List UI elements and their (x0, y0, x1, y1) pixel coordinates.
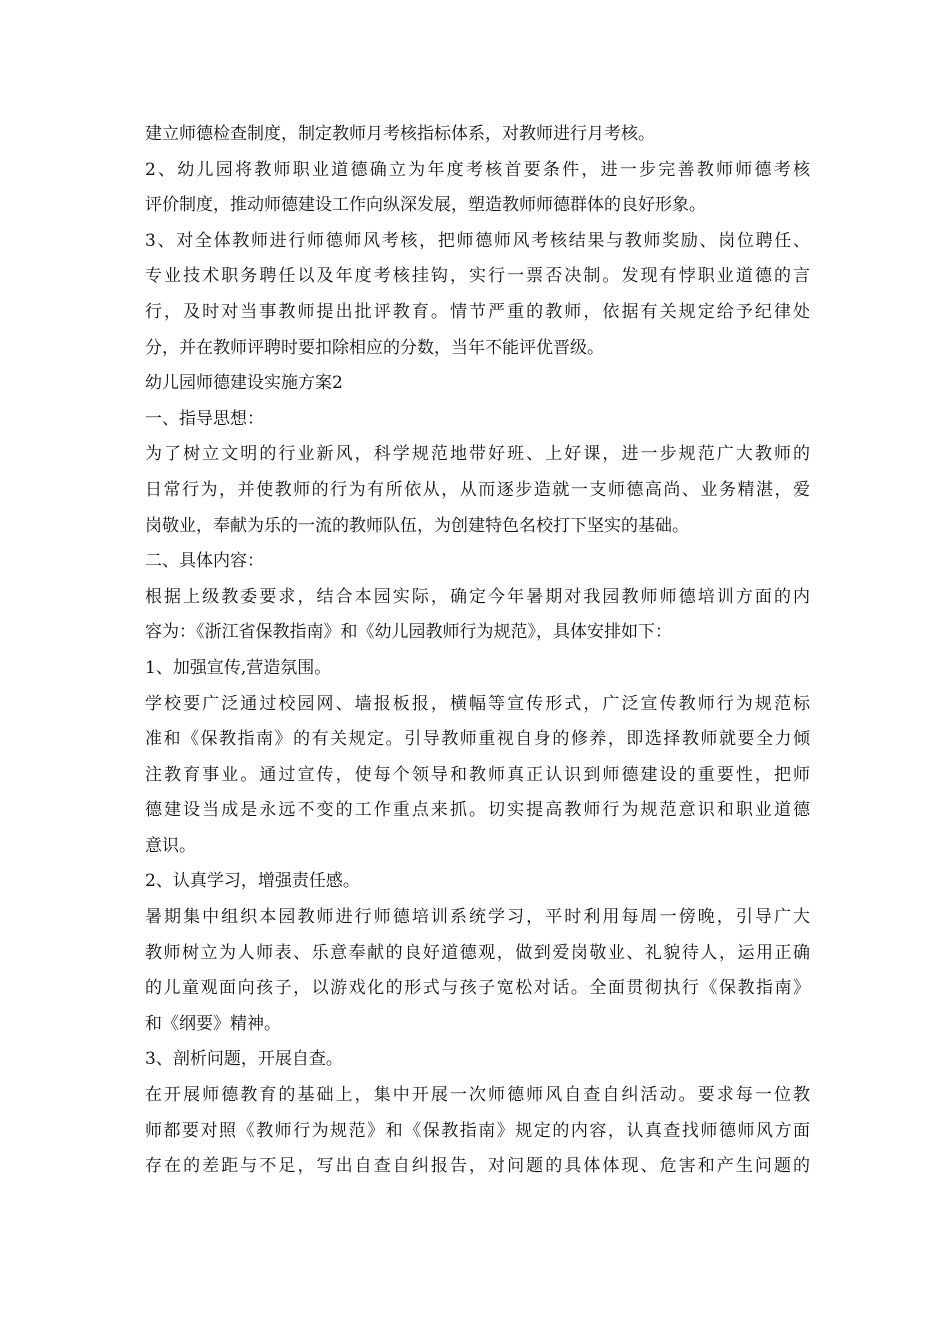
text-line: 意识。 (145, 835, 196, 856)
text-line: 在开展师德教育的基础上，集中开展一次师德师风自查自纠活动。要求每一位教 (145, 1085, 810, 1106)
text-line: 建立师德检查制度，制定教师月考核指标体系，对教师进行月考核。 (145, 124, 655, 144)
text-line: 岗敬业，奉献为乐的一流的教师队伍，为创建特色名校打下坚实的基础。 (145, 515, 689, 536)
text-line: 暑期集中组织本园教师进行师德培训系统学习，平时利用每周一傍晚，引导广大 (145, 907, 810, 928)
text-line: 准和《保教指南》的有关规定。引导教师重视自身的修养，即选择教师就要全力倾 (145, 729, 810, 750)
text-line: 日常行为，并使教师的行为有所依从，从而逐步造就一支师德高尚、业务精湛，爱 (145, 479, 810, 500)
text-line: 3、对全体教师进行师德师风考核，把师德师风考核结果与教师奖励、岗位聘任、 (145, 230, 810, 251)
text-line: 学校要广泛通过校园网、墙报板报，横幅等宣传形式，广泛宣传教师行为规范标 (145, 693, 810, 714)
text-line: 注教育事业。通过宣传，使每个领导和教师真正认识到师德建设的重要性，把师 (145, 764, 810, 785)
text-line: 2、认真学习，增强责任感。 (145, 871, 360, 892)
text-line: 幼儿园师德建设实施方案2 (145, 373, 343, 394)
text-line: 二、具体内容： (145, 551, 264, 572)
text-line: 行，及时对当事教师提出批评教育。情节严重的教师，依据有关规定给予纪律处 (145, 301, 810, 322)
text-line: 根据上级教委要求，结合本园实际，确定今年暑期对我园教师师德培训方面的内 (145, 586, 810, 607)
text-line: 专业技术职务聘任以及年度考核挂钩，实行一票否决制。发现有悖职业道德的言 (145, 266, 810, 287)
text-line: 师都要对照《教师行为规范》和《保教指南》规定的内容，认真查找师德师风方面 (145, 1120, 810, 1141)
text-line: 德建设当成是永远不变的工作重点来抓。切实提高教师行为规范意识和职业道德 (145, 800, 810, 821)
text-line: 1、加强宣传,营造氛围。 (145, 657, 332, 678)
text-line: 为了树立文明的行业新风，科学规范地带好班、上好课，进一步规范广大教师的 (145, 444, 810, 465)
text-line: 2、幼儿园将教师职业道德确立为年度考核首要条件，进一步完善教师师德考核 (145, 159, 810, 180)
text-line: 3、剖析问题，开展自查。 (145, 1049, 343, 1070)
document-page (145, 117, 810, 1185)
text-line: 分，并在教师评聘时要扣除相应的分数，当年不能评优晋级。 (145, 337, 604, 358)
text-line: 和《纲要》精神。 (145, 1013, 281, 1034)
text-line: 容为：《浙江省保教指南》和《幼儿园教师行为规范》，具体安排如下： (145, 622, 672, 643)
text-line: 教师树立为人师表、乐意奉献的良好道德观，做到爱岗敬业、礼貌待人，运用正确 (145, 942, 810, 963)
text-line: 一、指导思想： (145, 408, 264, 429)
text-line: 评价制度，推动师德建设工作向纵深发展，塑造教师师德群体的良好形象。 (145, 195, 706, 216)
text-line: 的儿童观面向孩子，以游戏化的形式与孩子宽松对话。全面贯彻执行《保教指南》 (145, 978, 810, 999)
text-line: 存在的差距与不足，写出自查自纠报告，对问题的具体体现、危害和产生问题的 (145, 1156, 810, 1177)
